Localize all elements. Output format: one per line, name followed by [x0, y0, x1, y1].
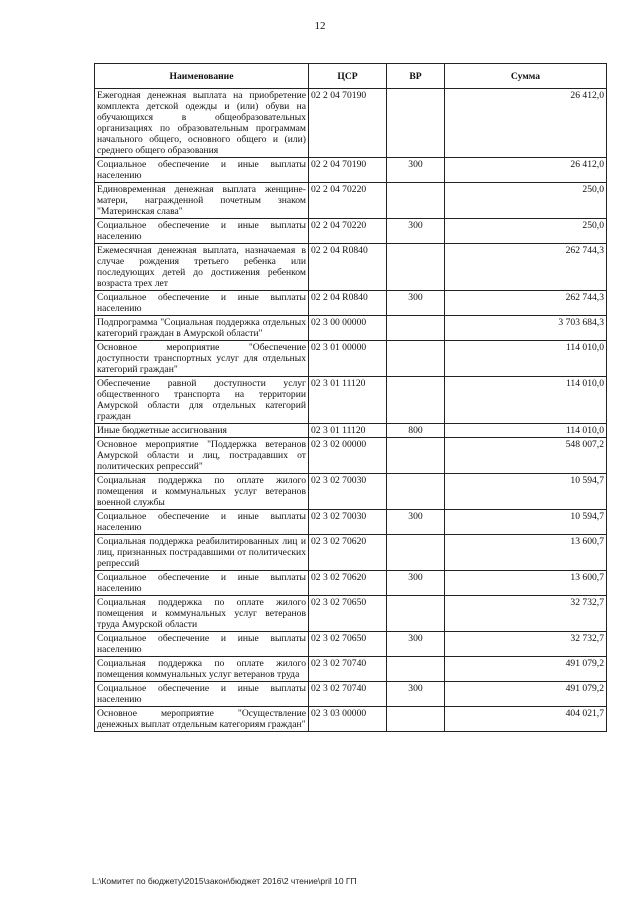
cell-name: Обеспечение равной доступности услуг общественного транспорта на территории Амурской области для отдельных категорий граждан — [95, 377, 309, 424]
cell-vr: 800 — [387, 424, 445, 438]
table-row — [95, 707, 607, 732]
header-name: Наименование — [95, 64, 309, 89]
cell-sum: 114 010,0 — [445, 424, 607, 438]
table-row — [95, 438, 607, 474]
cell-name: Социальное обеспечение и иные выплаты населению — [95, 219, 309, 244]
cell-csr: 02 3 01 00000 — [309, 341, 387, 377]
cell-sum: 114 010,0 — [445, 377, 607, 424]
cell-csr: 02 3 00 00000 — [309, 316, 387, 341]
cell-vr — [387, 377, 445, 424]
cell-csr: 02 2 04 70220 — [309, 219, 387, 244]
header-csr: ЦСР — [309, 64, 387, 89]
table-row — [95, 510, 607, 535]
cell-csr: 02 3 01 11120 — [309, 424, 387, 438]
cell-name: Социальная поддержка по оплате жилого помещения и коммунальных услуг ветеранов военной службы — [95, 474, 309, 510]
cell-csr: 02 3 03 00000 — [309, 707, 387, 732]
cell-name: Основное мероприятие "Обеспечение доступности транспортных услуг для отдельных категорий граждан" — [95, 341, 309, 377]
cell-vr — [387, 438, 445, 474]
cell-vr — [387, 474, 445, 510]
cell-vr — [387, 316, 445, 341]
table-row — [95, 183, 607, 219]
cell-csr: 02 3 02 70030 — [309, 474, 387, 510]
table-row — [95, 474, 607, 510]
cell-vr: 300 — [387, 510, 445, 535]
budget-table — [94, 63, 607, 732]
cell-vr — [387, 596, 445, 632]
cell-vr — [387, 657, 445, 682]
cell-sum: 262 744,3 — [445, 244, 607, 291]
cell-sum: 3 703 684,3 — [445, 316, 607, 341]
cell-sum: 32 732,7 — [445, 632, 607, 657]
cell-name: Иные бюджетные ассигнования — [95, 424, 309, 438]
cell-sum: 491 079,2 — [445, 682, 607, 707]
cell-vr — [387, 183, 445, 219]
table-row — [95, 341, 607, 377]
cell-vr — [387, 535, 445, 571]
cell-csr: 02 3 02 70740 — [309, 682, 387, 707]
cell-vr: 300 — [387, 291, 445, 316]
header-vr: ВР — [387, 64, 445, 89]
cell-name: Подпрограмма "Социальная поддержка отдельных категорий граждан в Амурской области" — [95, 316, 309, 341]
cell-sum: 13 600,7 — [445, 571, 607, 596]
cell-csr: 02 3 02 00000 — [309, 438, 387, 474]
cell-name: Социальное обеспечение и иные выплаты населению — [95, 632, 309, 657]
cell-vr — [387, 707, 445, 732]
cell-sum: 114 010,0 — [445, 341, 607, 377]
cell-sum: 10 594,7 — [445, 474, 607, 510]
table-row — [95, 424, 607, 438]
cell-vr: 300 — [387, 219, 445, 244]
cell-name: Основное мероприятие "Осуществление денежных выплат отдельным категориям граждан" — [95, 707, 309, 732]
cell-csr: 02 3 01 11120 — [309, 377, 387, 424]
table-row — [95, 682, 607, 707]
header-sum: Сумма — [445, 64, 607, 89]
cell-vr: 300 — [387, 632, 445, 657]
cell-sum: 13 600,7 — [445, 535, 607, 571]
cell-csr: 02 2 04 70220 — [309, 183, 387, 219]
cell-vr — [387, 89, 445, 158]
cell-sum: 26 412,0 — [445, 89, 607, 158]
file-path-footer: L:\Комитет по бюджету\2015\закон\бюджет 2016\2 чтение\pril 10 ГП — [92, 876, 357, 886]
cell-csr: 02 3 02 70740 — [309, 657, 387, 682]
cell-vr: 300 — [387, 571, 445, 596]
cell-csr: 02 3 02 70620 — [309, 571, 387, 596]
cell-name: Ежегодная денежная выплата на приобретение комплекта детской одежды и (или) обуви на обучающихся в общеобразовательных организациях по образовательным программам начального общего, основного общего и (или) среднего общего образования — [95, 89, 309, 158]
cell-sum: 10 594,7 — [445, 510, 607, 535]
table-body — [95, 89, 607, 732]
cell-name: Единовременная денежная выплата женщине-матери, награжденной почетным знаком "Материнская слава" — [95, 183, 309, 219]
cell-name: Социальная поддержка реабилитированных лиц и лиц, признанных пострадавшими от политических репрессий — [95, 535, 309, 571]
cell-name: Ежемесячная денежная выплата, назначаемая в случае рождения третьего ребенка или последующих детей до достижения ребенком возраста трех лет — [95, 244, 309, 291]
cell-name: Социальная поддержка по оплате жилого помещения и коммунальных услуг ветеранов труда Амурской области — [95, 596, 309, 632]
cell-csr: 02 2 04 70190 — [309, 89, 387, 158]
table-row — [95, 291, 607, 316]
cell-sum: 26 412,0 — [445, 158, 607, 183]
cell-csr: 02 3 02 70620 — [309, 535, 387, 571]
cell-sum: 250,0 — [445, 219, 607, 244]
cell-vr — [387, 341, 445, 377]
table-row — [95, 219, 607, 244]
cell-name: Социальная поддержка по оплате жилого помещения коммунальных услуг ветеранов труда — [95, 657, 309, 682]
cell-name: Социальное обеспечение и иные выплаты населению — [95, 510, 309, 535]
cell-sum: 32 732,7 — [445, 596, 607, 632]
cell-sum: 548 007,2 — [445, 438, 607, 474]
cell-csr: 02 3 02 70650 — [309, 596, 387, 632]
table-row — [95, 657, 607, 682]
table-row — [95, 244, 607, 291]
cell-csr: 02 2 04 R0840 — [309, 244, 387, 291]
cell-sum: 404 021,7 — [445, 707, 607, 732]
table-row — [95, 571, 607, 596]
cell-csr: 02 2 04 R0840 — [309, 291, 387, 316]
cell-csr: 02 3 02 70030 — [309, 510, 387, 535]
cell-vr — [387, 244, 445, 291]
cell-csr: 02 3 02 70650 — [309, 632, 387, 657]
cell-name: Социальное обеспечение и иные выплаты населению — [95, 291, 309, 316]
page-number: 12 — [314, 20, 326, 32]
cell-name: Социальное обеспечение и иные выплаты населению — [95, 571, 309, 596]
cell-sum: 491 079,2 — [445, 657, 607, 682]
table-header-row — [95, 64, 607, 89]
table-row — [95, 596, 607, 632]
cell-vr: 300 — [387, 682, 445, 707]
table-row — [95, 632, 607, 657]
cell-name: Основное мероприятие "Поддержка ветеранов Амурской области и лиц, пострадавших от политических репрессий" — [95, 438, 309, 474]
cell-name: Социальное обеспечение и иные выплаты населению — [95, 682, 309, 707]
cell-vr: 300 — [387, 158, 445, 183]
table-row — [95, 535, 607, 571]
table-row — [95, 377, 607, 424]
table-row — [95, 316, 607, 341]
cell-csr: 02 2 04 70190 — [309, 158, 387, 183]
table-row — [95, 89, 607, 158]
cell-sum: 262 744,3 — [445, 291, 607, 316]
table-row — [95, 158, 607, 183]
cell-name: Социальное обеспечение и иные выплаты населению — [95, 158, 309, 183]
cell-sum: 250,0 — [445, 183, 607, 219]
